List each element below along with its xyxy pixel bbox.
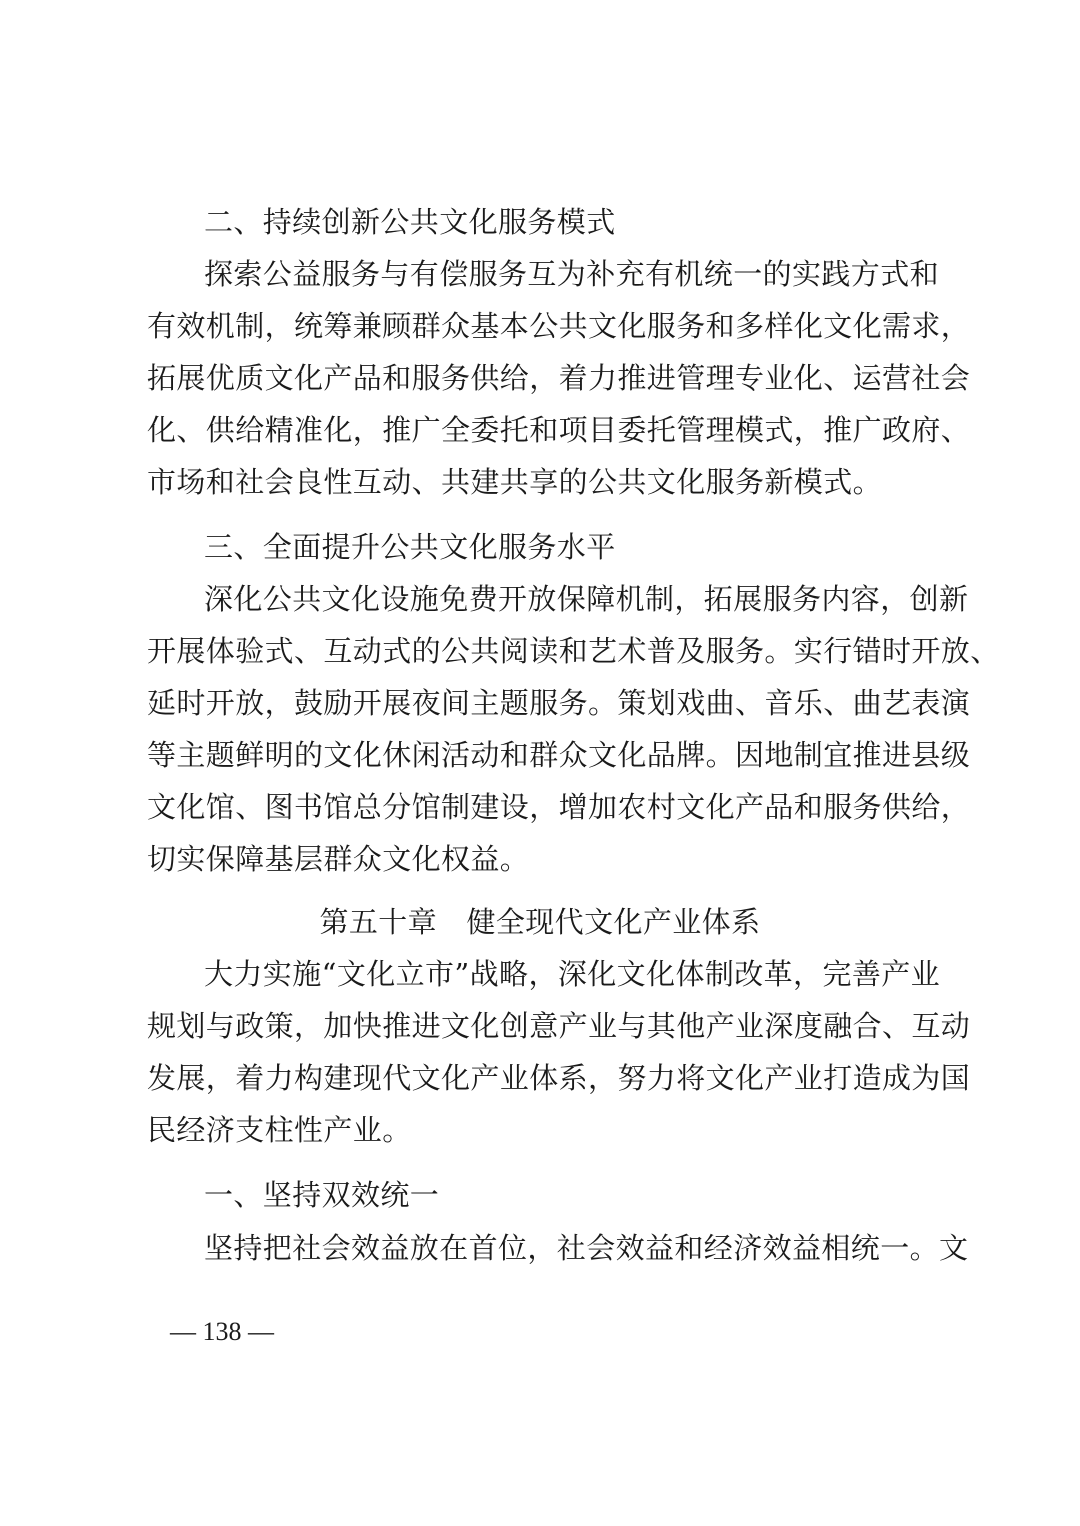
paragraph-line: 发展，着力构建现代文化产业体系，努力将文化产业打造成为国 bbox=[147, 1061, 971, 1095]
paragraph-line: 规划与政策，加快推进文化创意产业与其他产业深度融合、互动 bbox=[147, 1009, 971, 1043]
chapter-title: 第五十章 健全现代文化产业体系 bbox=[319, 905, 761, 939]
paragraph-line: 延时开放，鼓励开展夜间主题服务。策划戏曲、音乐、曲艺表演 bbox=[147, 686, 971, 720]
section-heading-1: 一、坚持双效统一 bbox=[204, 1178, 440, 1212]
paragraph-line: 文化馆、图书馆总分馆制建设，增加农村文化产品和服务供给， bbox=[147, 790, 971, 824]
paragraph-line: 坚持把社会效益放在首位，社会效益和经济效益相统一。文 bbox=[204, 1231, 969, 1265]
paragraph-line: 切实保障基层群众文化权益。 bbox=[147, 842, 530, 876]
paragraph-line: 开展体验式、互动式的公共阅读和艺术普及服务。实行错时开放、 bbox=[147, 634, 1000, 668]
section-heading-3: 三、全面提升公共文化服务水平 bbox=[204, 530, 616, 564]
paragraph-line: 市场和社会良性互动、共建共享的公共文化服务新模式。 bbox=[147, 465, 883, 499]
paragraph-line: 探索公益服务与有偿服务互为补充有机统一的实践方式和 bbox=[204, 257, 940, 291]
paragraph-line: 深化公共文化设施免费开放保障机制，拓展服务内容，创新 bbox=[204, 582, 969, 616]
section-heading-2: 二、持续创新公共文化服务模式 bbox=[204, 205, 616, 239]
paragraph-line: 等主题鲜明的文化休闲活动和群众文化品牌。因地制宜推进县级 bbox=[147, 738, 971, 772]
paragraph-line: 化、供给精准化，推广全委托和项目委托管理模式，推广政府、 bbox=[147, 413, 971, 447]
page-number: — 138 — bbox=[170, 1317, 274, 1346]
paragraph-line: 拓展优质文化产品和服务供给，着力推进管理专业化、运营社会 bbox=[147, 361, 971, 395]
paragraph-line: 民经济支柱性产业。 bbox=[147, 1113, 412, 1147]
paragraph-line: 大力实施“文化立市”战略，深化文化体制改革，完善产业 bbox=[204, 957, 941, 991]
paragraph-line: 有效机制，统筹兼顾群众基本公共文化服务和多样化文化需求， bbox=[147, 309, 971, 343]
